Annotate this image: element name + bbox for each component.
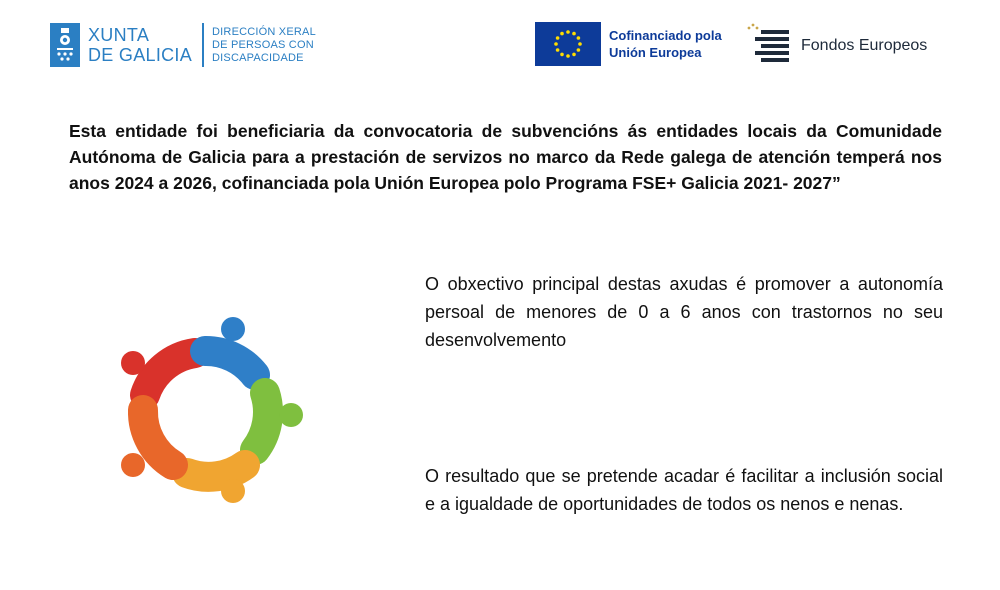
result-paragraph: O resultado que se pretende acadar é facilitar a inclusión social e a igualdade de oportunidades de todos os nenos e nenas. [425,466,943,514]
xunta-name-line2: DE GALICIA [88,45,193,65]
eu-cofinancing-logo [535,22,722,66]
department-name [212,26,316,65]
objective-paragraph: O obxectivo principal destas axudas é promover a autonomía persoal de menores de 0 a 6 anos con trastornos no seu desenvolvemento [425,274,943,350]
beneficiary-statement: Esta entidade foi beneficiaria da convocatoria de subvencións ás entidades locais da Comunidade Autónoma de Galicia para a prestación de servizos no marco da Rede galega de atención temperá nos anos 2024 a 2026, cofinanciada pola Unión Europea polo Programa FSE+ Galicia 2021- 2027” [69,121,942,193]
xunta-name [88,25,192,65]
department-line3: DISCAPACIDADE [212,51,304,64]
people-circle-logo [105,315,305,505]
xunta-name-line1: XUNTA [88,25,150,45]
eu-cofinancing-text [609,27,722,61]
department-line2: DE PERSOAS CON [212,38,314,51]
eu-flag-icon [535,22,601,66]
department-line1: DIRECCIÓN XERAL [212,25,316,38]
xunta-de-galicia-logo [50,22,316,68]
fondos-europeos-label: Fondos Europeos [801,36,928,54]
page-header [0,0,1000,90]
eu-text-line2: Unión Europea [609,45,702,60]
galicia-coat-of-arms-icon [50,23,80,67]
logo-divider [202,23,204,67]
fondos-europeos-logo [745,22,927,69]
eu-text-line1: Cofinanciado pola [609,28,722,43]
fondos-europeos-icon [745,22,793,69]
